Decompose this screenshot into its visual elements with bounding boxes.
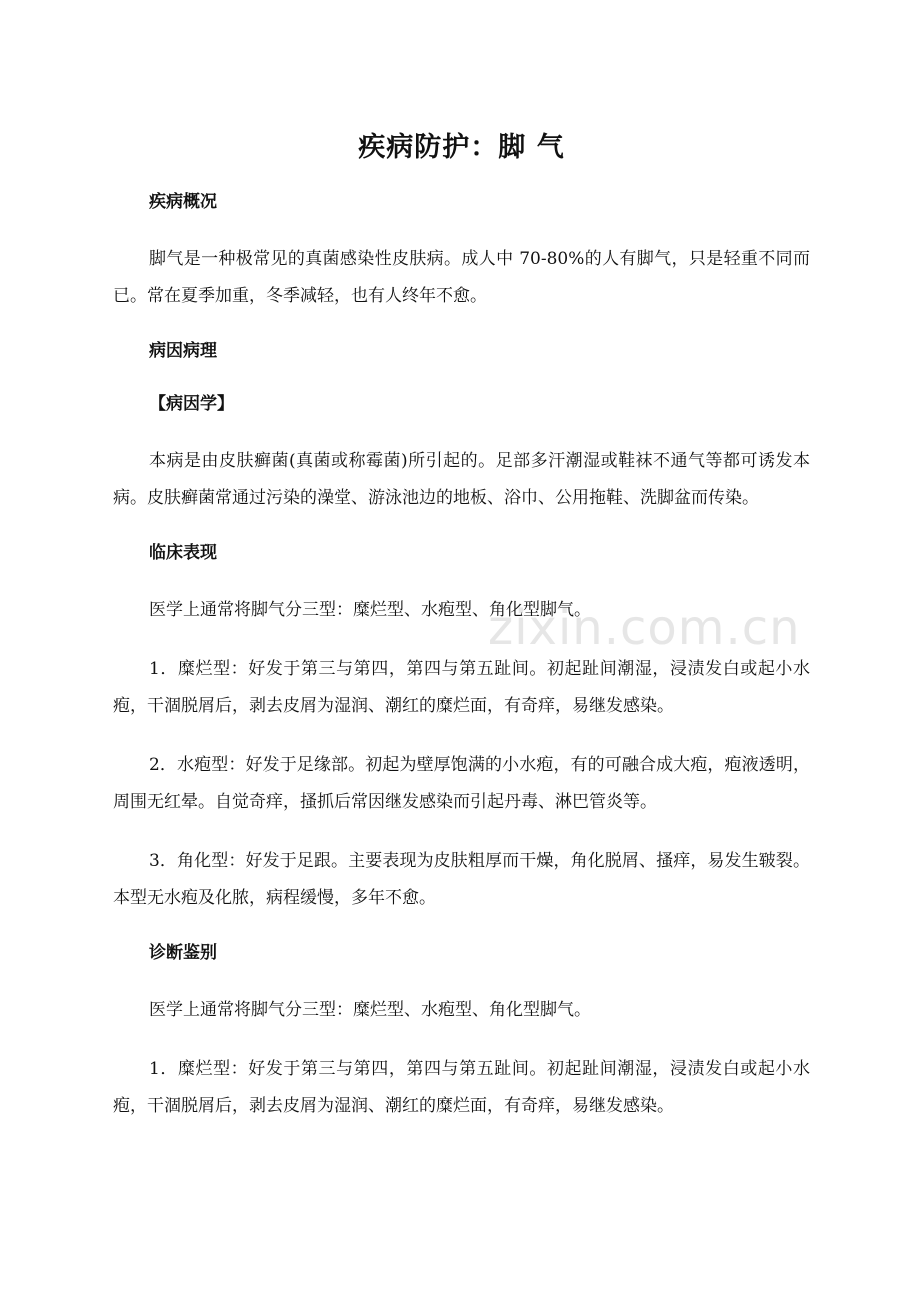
subsection-heading-etiology: 【病因学】 [149, 394, 234, 414]
paragraph-etiology: 本病是由皮肤癣菌(真菌或称霉菌)所引起的。足部多汗潮湿或鞋袜不通气等都可诱发本病。皮肤癣菌常通过污染的澡堂、游泳池边的地板、浴巾、公用拖鞋、洗脚盆而传染。 [113, 451, 810, 508]
paragraph-diagnosis-intro: 医学上通常将脚气分三型：糜烂型、水疱型、角化型脚气。 [149, 1000, 591, 1020]
watermark: zixin.com.cn [488, 600, 801, 656]
document-body [113, 128, 810, 1147]
paragraph-diagnosis-type-1: 1．糜烂型：好发于第三与第四，第四与第五趾间。初起趾间潮湿，浸渍发白或起小水疱，干涸脱屑后，剥去皮屑为湿润、潮红的糜烂面，有奇痒，易继发感染。 [113, 1059, 810, 1116]
section-heading-overview: 疾病概况 [149, 192, 217, 212]
paragraph-clinical-type-2: 2．水疱型：好发于足缘部。初起为壁厚饱满的小水疱，有的可融合成大疱，疱液透明，周围无红晕。自觉奇痒，搔抓后常因继发感染而引起丹毒、淋巴管炎等。 [113, 755, 810, 812]
section-heading-clinical: 临床表现 [149, 543, 217, 563]
paragraph-clinical-type-3: 3．角化型：好发于足跟。主要表现为皮肤粗厚而干燥，角化脱屑、搔痒，易发生皲裂。本型无水疱及化脓，病程缓慢，多年不愈。 [113, 851, 810, 908]
section-heading-diagnosis: 诊断鉴别 [149, 943, 217, 963]
page-title: 疾病防护：脚 气 [358, 132, 565, 163]
paragraph-overview: 脚气是一种极常见的真菌感染性皮肤病。成人中 70-80%的人有脚气，只是轻重不同而已。常在夏季加重，冬季减轻，也有人终年不愈。 [113, 249, 810, 306]
section-heading-etiology: 病因病理 [149, 341, 217, 361]
paragraph-clinical-intro: 医学上通常将脚气分三型：糜烂型、水疱型、角化型脚气。 [149, 600, 591, 620]
paragraph-clinical-type-1: 1．糜烂型：好发于第三与第四，第四与第五趾间。初起趾间潮湿，浸渍发白或起小水疱，干涸脱屑后，剥去皮屑为湿润、潮红的糜烂面，有奇痒，易继发感染。 [113, 659, 810, 716]
